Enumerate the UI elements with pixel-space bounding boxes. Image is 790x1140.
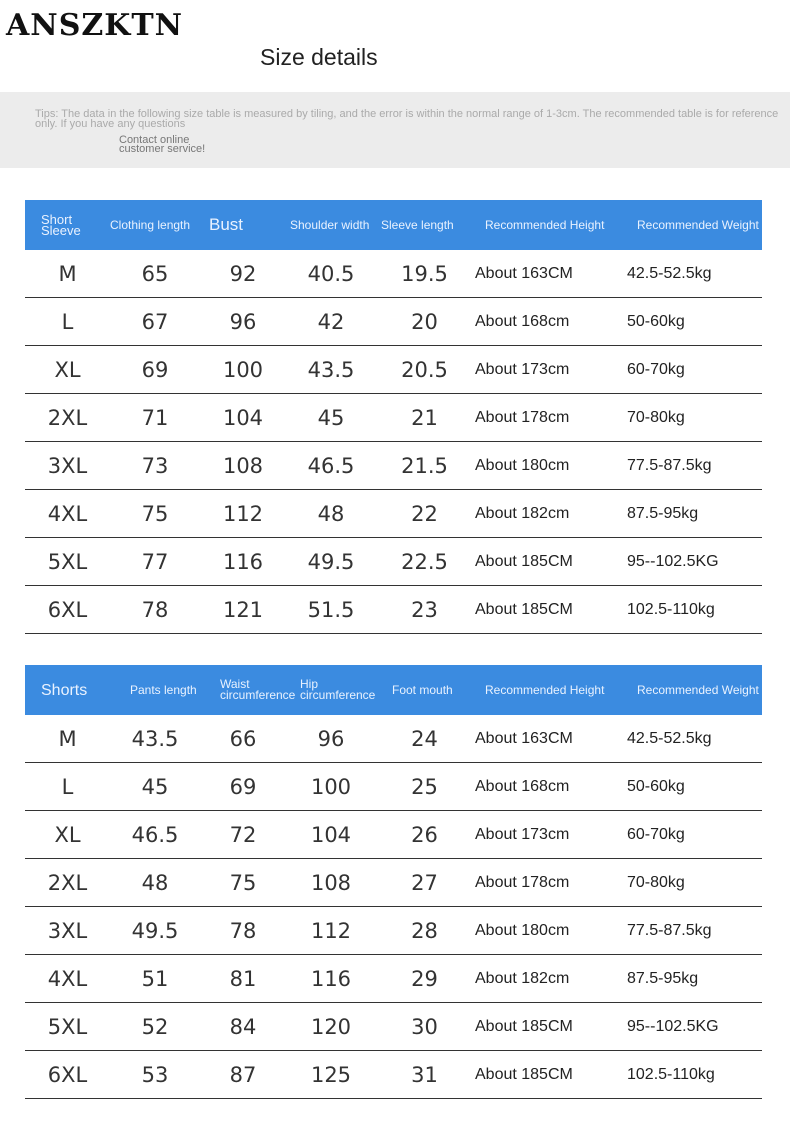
table-cell: 51.5	[286, 586, 376, 634]
contact-link[interactable]: Contact online customer service!	[119, 134, 206, 155]
table-cell: 25	[376, 763, 473, 811]
size-label-cell: 6XL	[25, 586, 110, 634]
table-cell: 42.5-52.5kg	[625, 250, 762, 298]
table-cell: 26	[376, 811, 473, 859]
table-cell: 77.5-87.5kg	[625, 907, 762, 955]
table-cell: 22	[376, 490, 473, 538]
table-cell: 100	[200, 346, 286, 394]
table-cell: 45	[110, 763, 200, 811]
table-cell: 73	[110, 442, 200, 490]
size-label-cell: M	[25, 250, 110, 298]
table-cell: 70-80kg	[625, 394, 762, 442]
table-cell: 87.5-95kg	[625, 955, 762, 1003]
header-cell: Waist circumference	[200, 665, 286, 715]
table-cell: 30	[376, 1003, 473, 1051]
size-label-cell: 3XL	[25, 442, 110, 490]
table-cell: About 180cm	[473, 907, 625, 955]
table-cell: 28	[376, 907, 473, 955]
table-cell: 49.5	[110, 907, 200, 955]
size-label-cell: M	[25, 715, 110, 763]
table-row	[25, 907, 762, 955]
table-cell: 19.5	[376, 250, 473, 298]
table-cell: 69	[110, 346, 200, 394]
table-cell: 23	[376, 586, 473, 634]
table-cell: 96	[286, 715, 376, 763]
header-cell: Recommended Weight	[625, 200, 762, 250]
header-cell: Pants length	[110, 665, 200, 715]
size-label-cell: 4XL	[25, 955, 110, 1003]
table-cell: 42.5-52.5kg	[625, 715, 762, 763]
header-cell: Recommended Height	[473, 665, 625, 715]
table-row	[25, 1051, 762, 1099]
table-cell: 78	[110, 586, 200, 634]
table-row	[25, 394, 762, 442]
table-row	[25, 346, 762, 394]
table-row	[25, 586, 762, 634]
short-sleeve-size-table	[25, 200, 762, 634]
table-cell: 75	[110, 490, 200, 538]
brand-logo: ANSZKTN	[6, 8, 184, 43]
table-cell: 43.5	[286, 346, 376, 394]
table-cell: About 168cm	[473, 763, 625, 811]
table-cell: 121	[200, 586, 286, 634]
table-cell: 46.5	[286, 442, 376, 490]
size-label-cell: 6XL	[25, 1051, 110, 1099]
table-cell: 77	[110, 538, 200, 586]
table-cell: 21.5	[376, 442, 473, 490]
table-cell: 22.5	[376, 538, 473, 586]
table-cell: 31	[376, 1051, 473, 1099]
table-header-row	[25, 200, 762, 250]
table-cell: 60-70kg	[625, 811, 762, 859]
table-cell: 50-60kg	[625, 298, 762, 346]
table-cell: 65	[110, 250, 200, 298]
size-label-cell: 5XL	[25, 538, 110, 586]
table-row	[25, 442, 762, 490]
table-cell: About 182cm	[473, 955, 625, 1003]
table-cell: 48	[286, 490, 376, 538]
table-cell: 84	[200, 1003, 286, 1051]
table-cell: 102.5-110kg	[625, 586, 762, 634]
table-cell: 100	[286, 763, 376, 811]
header-cell: Sleeve length	[376, 200, 473, 250]
table-row	[25, 1003, 762, 1051]
table-cell: 108	[286, 859, 376, 907]
table-row	[25, 490, 762, 538]
table-cell: 77.5-87.5kg	[625, 442, 762, 490]
table-cell: 24	[376, 715, 473, 763]
table-cell: 50-60kg	[625, 763, 762, 811]
table-cell: 112	[286, 907, 376, 955]
size-label-cell: 4XL	[25, 490, 110, 538]
table-row	[25, 859, 762, 907]
table-cell: 71	[110, 394, 200, 442]
table-cell: 43.5	[110, 715, 200, 763]
table-cell: 21	[376, 394, 473, 442]
size-label-cell: XL	[25, 811, 110, 859]
header-cell: Hip circumference	[286, 665, 376, 715]
table-cell: 52	[110, 1003, 200, 1051]
size-label-cell: 2XL	[25, 394, 110, 442]
tips-text: Tips: The data in the following size table is measured by tiling, and the error is within the normal range of 1-3cm. The recommended table is for reference only. If you have any questions	[35, 108, 779, 130]
table-cell: 87	[200, 1051, 286, 1099]
table-cell: 66	[200, 715, 286, 763]
page-title: Size details	[260, 44, 378, 70]
table-cell: 48	[110, 859, 200, 907]
table-cell: About 180cm	[473, 442, 625, 490]
table-cell: About 163CM	[473, 715, 625, 763]
shorts-size-table	[25, 665, 762, 1099]
table-cell: 120	[286, 1003, 376, 1051]
table-row	[25, 955, 762, 1003]
table-cell: About 185CM	[473, 538, 625, 586]
table-cell: 53	[110, 1051, 200, 1099]
table-cell: 40.5	[286, 250, 376, 298]
table-cell: About 168cm	[473, 298, 625, 346]
table-cell: 81	[200, 955, 286, 1003]
table-cell: About 185CM	[473, 1051, 625, 1099]
table-cell: 108	[200, 442, 286, 490]
header-cell: Shorts	[25, 665, 110, 715]
table-cell: 20	[376, 298, 473, 346]
table-cell: 95--102.5KG	[625, 1003, 762, 1051]
size-label-cell: 2XL	[25, 859, 110, 907]
table-header-row	[25, 665, 762, 715]
table-cell: 92	[200, 250, 286, 298]
table-cell: 20.5	[376, 346, 473, 394]
table-cell: 95--102.5KG	[625, 538, 762, 586]
table-cell: 104	[200, 394, 286, 442]
table-cell: 69	[200, 763, 286, 811]
table-cell: 72	[200, 811, 286, 859]
table-cell: About 163CM	[473, 250, 625, 298]
table-cell: About 173cm	[473, 811, 625, 859]
header-cell: Clothing length	[110, 200, 200, 250]
header-cell: Bust	[200, 200, 286, 250]
size-label-cell: 5XL	[25, 1003, 110, 1051]
table-row	[25, 811, 762, 859]
table-cell: 116	[200, 538, 286, 586]
table-cell: 60-70kg	[625, 346, 762, 394]
table-row	[25, 715, 762, 763]
header-cell: Recommended Height	[473, 200, 625, 250]
table-row	[25, 763, 762, 811]
table-cell: 51	[110, 955, 200, 1003]
header-cell: Foot mouth	[376, 665, 473, 715]
table-cell: 67	[110, 298, 200, 346]
table-cell: 104	[286, 811, 376, 859]
tips-banner	[0, 92, 790, 168]
table-cell: 75	[200, 859, 286, 907]
table-row	[25, 250, 762, 298]
table-cell: 125	[286, 1051, 376, 1099]
table-cell: 42	[286, 298, 376, 346]
table-cell: 116	[286, 955, 376, 1003]
size-label-cell: XL	[25, 346, 110, 394]
table-row	[25, 538, 762, 586]
table-cell: 45	[286, 394, 376, 442]
table-cell: 49.5	[286, 538, 376, 586]
table-cell: 87.5-95kg	[625, 490, 762, 538]
header-cell: Shoulder width	[286, 200, 376, 250]
table-cell: About 178cm	[473, 859, 625, 907]
header-cell: Short Sleeve	[25, 200, 110, 250]
table-cell: 102.5-110kg	[625, 1051, 762, 1099]
table-row	[25, 298, 762, 346]
table-cell: 29	[376, 955, 473, 1003]
size-label-cell: L	[25, 298, 110, 346]
table-cell: About 178cm	[473, 394, 625, 442]
table-cell: 27	[376, 859, 473, 907]
header-cell: Recommended Weight	[625, 665, 762, 715]
size-label-cell: L	[25, 763, 110, 811]
table-cell: 46.5	[110, 811, 200, 859]
size-label-cell: 3XL	[25, 907, 110, 955]
table-cell: About 182cm	[473, 490, 625, 538]
table-cell: 70-80kg	[625, 859, 762, 907]
table-cell: About 185CM	[473, 1003, 625, 1051]
table-cell: About 185CM	[473, 586, 625, 634]
table-cell: 78	[200, 907, 286, 955]
table-cell: About 173cm	[473, 346, 625, 394]
table-cell: 96	[200, 298, 286, 346]
table-cell: 112	[200, 490, 286, 538]
